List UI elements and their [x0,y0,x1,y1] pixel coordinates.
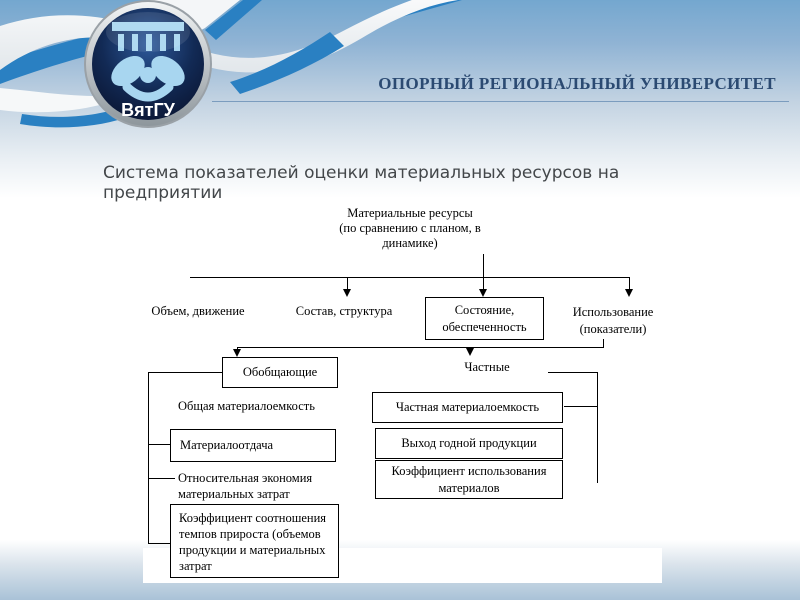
node-line: Коэффициент использования [391,464,547,478]
arrow-down-icon [233,349,241,357]
logo-highlight [106,12,190,52]
node-usage-indicators [552,304,674,338]
connector-usage-stub [603,339,604,347]
node-line: темпов прироста (объемов [179,527,321,541]
node-composition-structure: Состав, структура [295,304,393,318]
page-title: Система показателей оценки материальных ресурсов на предприятии [103,163,620,203]
stub-growth-ratio [148,543,170,544]
node-relative-savings [178,470,312,502]
node-state-availability [425,297,544,340]
node-material-resources [298,206,522,251]
arrow-down-icon [343,289,351,297]
node-growth-ratio-coefficient [170,504,339,578]
node-line: Состояние, [454,303,515,317]
header-banner-text: ОПОРНЫЙ РЕГИОНАЛЬНЫЙ УНИВЕРСИТЕТ [378,74,776,93]
rail-right-top [548,372,597,373]
node-line: Относительная экономия [178,471,313,485]
node-line: обеспеченность [442,320,527,334]
node-line: затрат [179,559,212,573]
node-good-product-output: Выход годной продукции [375,428,563,459]
connector-row3-hline [237,347,604,348]
connector-root-vline [483,254,484,290]
node-total-material-intensity: Общая материалоемкость [178,399,315,413]
node-line: Материальные ресурсы [347,206,473,220]
node-generalizing: Обобщающие [222,357,338,388]
node-line: материалов [438,481,500,495]
node-partial-material-intensity: Частная материалоемкость [372,392,563,423]
node-line: (показатели) [579,322,647,336]
header-banner [212,74,789,102]
stub-material-output [148,444,170,445]
node-line: продукции и материальных [179,543,326,557]
node-line: материальных затрат [178,487,290,501]
node-line: (по сравнению с планом, в [339,221,481,235]
node-material-output: Материалоотдача [170,429,336,462]
node-particular: Частные [464,360,510,374]
rail-left-vline [148,372,149,544]
arrow-down-icon [466,348,474,356]
connector-row2-hline [190,277,630,278]
node-volume-movement: Объем, движение [151,304,245,318]
arrow-down-icon [479,289,487,297]
vyatsu-logo [78,0,218,134]
node-line: Использование [572,305,654,319]
stub-relative-savings [148,478,175,479]
node-line: динамике) [382,236,438,250]
stub-partial-intensity [564,406,597,407]
node-material-utilization-coefficient [375,460,563,499]
rail-right-vline [597,372,598,483]
logo-text: ВятГУ [121,100,175,120]
rail-left-top [148,372,222,373]
arrow-down-icon [625,289,633,297]
node-line: Коэффициент соотношения [179,511,327,525]
